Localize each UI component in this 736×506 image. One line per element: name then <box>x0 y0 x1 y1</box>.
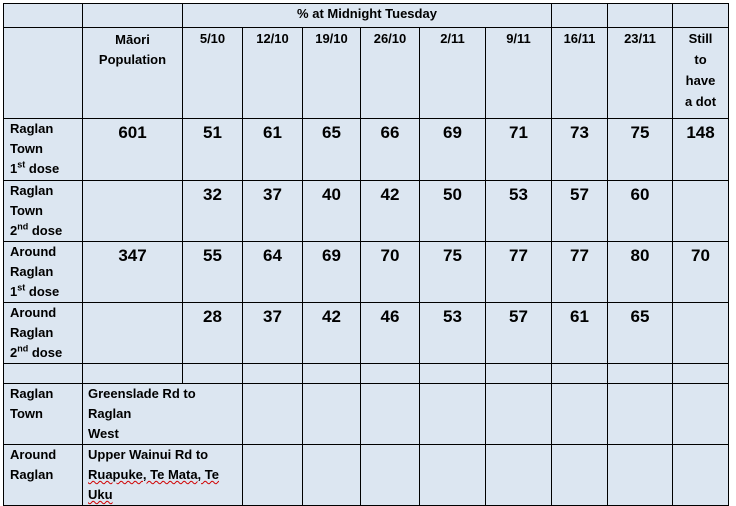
empty-cell <box>303 445 361 506</box>
row-label <box>4 242 83 303</box>
dose-number: 2 <box>10 345 18 360</box>
empty-cell <box>608 4 673 28</box>
value-cell: 66 <box>361 119 420 181</box>
group-title: % at Midnight Tuesday <box>183 4 552 28</box>
value-cell: 51 <box>183 119 243 181</box>
population-header: Māori Population <box>83 28 183 119</box>
dose-number: 1 <box>10 284 18 299</box>
row-place: Around Raglan <box>10 305 57 340</box>
date-header: 5/10 <box>183 28 243 119</box>
empty-cell <box>486 364 552 384</box>
population-cell: 601 <box>83 119 183 181</box>
value-cell: 75 <box>420 242 486 303</box>
area-label: Around Raglan <box>4 445 83 506</box>
population-cell <box>83 181 183 242</box>
date-header: 19/10 <box>303 28 361 119</box>
dose-number: 1 <box>10 161 18 176</box>
value-cell: 42 <box>303 303 361 364</box>
value-cell: 50 <box>420 181 486 242</box>
area-row <box>4 384 729 445</box>
empty-cell <box>608 384 673 445</box>
date-header: 2/11 <box>420 28 486 119</box>
value-cell: 40 <box>303 181 361 242</box>
remaining-cell: 148 <box>673 119 729 181</box>
area-description-line: Greenslade Rd to Raglan <box>88 386 196 421</box>
empty-cell <box>361 364 420 384</box>
population-cell <box>83 303 183 364</box>
value-cell: 64 <box>243 242 303 303</box>
row-label <box>4 303 83 364</box>
empty-cell <box>83 4 183 28</box>
date-header: 16/11 <box>552 28 608 119</box>
empty-cell <box>486 384 552 445</box>
vaccination-table <box>3 3 729 506</box>
row-place: Raglan Town <box>10 183 54 218</box>
empty-cell <box>361 384 420 445</box>
dose-word: dose <box>31 223 63 238</box>
date-header: 12/10 <box>243 28 303 119</box>
empty-cell <box>552 4 608 28</box>
population-cell: 347 <box>83 242 183 303</box>
dose-ordinal: nd <box>17 221 29 232</box>
value-cell: 42 <box>361 181 420 242</box>
remaining-cell: 70 <box>673 242 729 303</box>
value-cell: 73 <box>552 119 608 181</box>
value-cell: 69 <box>303 242 361 303</box>
value-cell: 55 <box>183 242 243 303</box>
table-row <box>4 303 729 364</box>
value-cell: 32 <box>183 181 243 242</box>
empty-cell <box>420 364 486 384</box>
area-description-line: Ruapuke, Te Mata, Te Uku <box>88 467 219 502</box>
value-cell: 80 <box>608 242 673 303</box>
value-cell: 75 <box>608 119 673 181</box>
remaining-cell <box>673 181 729 242</box>
value-cell: 61 <box>243 119 303 181</box>
empty-cell <box>552 364 608 384</box>
table-row <box>4 242 729 303</box>
area-description-line: Upper Wainui Rd to <box>88 447 209 462</box>
empty-cell <box>4 28 83 119</box>
empty-cell <box>552 384 608 445</box>
date-header: 26/10 <box>361 28 420 119</box>
value-cell: 53 <box>486 181 552 242</box>
row-label <box>4 119 83 181</box>
dose-ordinal: st <box>17 282 26 293</box>
spacer-row <box>4 364 729 384</box>
dose-word: dose <box>31 345 63 360</box>
date-header: 9/11 <box>486 28 552 119</box>
empty-cell <box>673 4 729 28</box>
empty-cell <box>303 364 361 384</box>
value-cell: 53 <box>420 303 486 364</box>
group-header-row <box>4 4 729 28</box>
dose-ordinal: st <box>17 159 26 170</box>
column-header-row <box>4 28 729 119</box>
empty-cell <box>552 445 608 506</box>
value-cell: 65 <box>608 303 673 364</box>
empty-cell <box>361 445 420 506</box>
empty-cell <box>183 364 243 384</box>
value-cell: 60 <box>608 181 673 242</box>
empty-cell <box>608 445 673 506</box>
date-header: 23/11 <box>608 28 673 119</box>
value-cell: 69 <box>420 119 486 181</box>
table-row <box>4 119 729 181</box>
empty-cell <box>243 384 303 445</box>
remaining-cell <box>673 303 729 364</box>
table-row <box>4 181 729 242</box>
remaining-header: Still to have a dot <box>673 28 729 119</box>
area-row <box>4 445 729 506</box>
value-cell: 57 <box>486 303 552 364</box>
row-place: Around Raglan <box>10 244 57 279</box>
value-cell: 77 <box>486 242 552 303</box>
value-cell: 61 <box>552 303 608 364</box>
row-place: Raglan Town <box>10 121 54 156</box>
dose-word: dose <box>28 161 60 176</box>
empty-cell <box>673 364 729 384</box>
value-cell: 71 <box>486 119 552 181</box>
empty-cell <box>4 364 83 384</box>
empty-cell <box>673 445 729 506</box>
empty-cell <box>420 445 486 506</box>
area-label: Raglan Town <box>4 384 83 445</box>
area-description <box>83 384 243 445</box>
empty-cell <box>243 445 303 506</box>
value-cell: 57 <box>552 181 608 242</box>
empty-cell <box>608 364 673 384</box>
dose-word: dose <box>28 284 60 299</box>
value-cell: 37 <box>243 181 303 242</box>
value-cell: 70 <box>361 242 420 303</box>
empty-cell <box>420 384 486 445</box>
empty-cell <box>4 4 83 28</box>
value-cell: 77 <box>552 242 608 303</box>
dose-number: 2 <box>10 223 18 238</box>
value-cell: 37 <box>243 303 303 364</box>
area-description-line: West <box>88 426 119 441</box>
empty-cell <box>303 384 361 445</box>
empty-cell <box>83 364 183 384</box>
row-label <box>4 181 83 242</box>
value-cell: 28 <box>183 303 243 364</box>
empty-cell <box>673 384 729 445</box>
empty-cell <box>486 445 552 506</box>
value-cell: 65 <box>303 119 361 181</box>
dose-ordinal: nd <box>17 343 29 354</box>
empty-cell <box>243 364 303 384</box>
area-description <box>83 445 243 506</box>
value-cell: 46 <box>361 303 420 364</box>
